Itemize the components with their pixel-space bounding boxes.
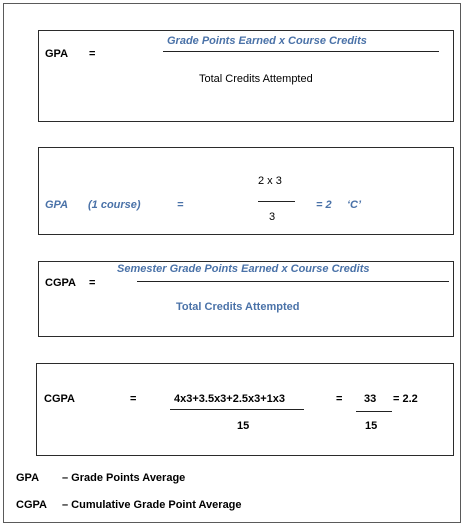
equals-sign-2: = [336, 393, 343, 405]
fraction-bar-2 [356, 411, 392, 412]
gpa-example-box [38, 147, 454, 235]
example-denominator: 15 [237, 420, 250, 432]
cgpa-label: CGPA [45, 277, 76, 289]
legend-term: CGPA [16, 499, 47, 511]
formula-numerator: Semester Grade Points Earned x Course Credits [117, 263, 370, 275]
fraction-bar [137, 281, 449, 282]
example-denominator: 3 [269, 211, 276, 223]
equals-sign: = [89, 48, 96, 60]
cgpa-example-box [36, 363, 454, 456]
example-numerator-2: 33 [364, 393, 377, 405]
cgpa-formula-box [38, 261, 454, 337]
fraction-bar [163, 51, 439, 52]
formula-numerator: Grade Points Earned x Course Credits [167, 35, 367, 47]
fraction-bar [170, 409, 304, 410]
example-result: = 2.2 [393, 393, 418, 405]
fraction-bar [258, 201, 295, 202]
example-denominator-2: 15 [365, 420, 378, 432]
example-numerator: 2 x 3 [258, 175, 282, 187]
gpa-label: GPA [45, 199, 69, 211]
example-result: = 2 [316, 199, 332, 211]
formula-denominator: Total Credits Attempted [176, 301, 300, 313]
course-qualifier: (1 course) [88, 199, 141, 211]
equals-sign: = [89, 277, 96, 289]
gpa-label: GPA [45, 48, 69, 60]
legend-definition: – Grade Points Average [62, 472, 186, 484]
equals-sign: = [177, 199, 184, 211]
example-numerator: 4x3+3.5x3+2.5x3+1x3 [174, 393, 286, 405]
legend-definition: – Cumulative Grade Point Average [62, 499, 242, 511]
equals-sign: = [130, 393, 137, 405]
cgpa-label: CGPA [44, 393, 75, 405]
gpa-formula-box [38, 30, 454, 122]
formula-denominator: Total Credits Attempted [199, 73, 313, 85]
grade-letter: ‘C’ [347, 199, 362, 211]
legend-term: GPA [16, 472, 40, 484]
